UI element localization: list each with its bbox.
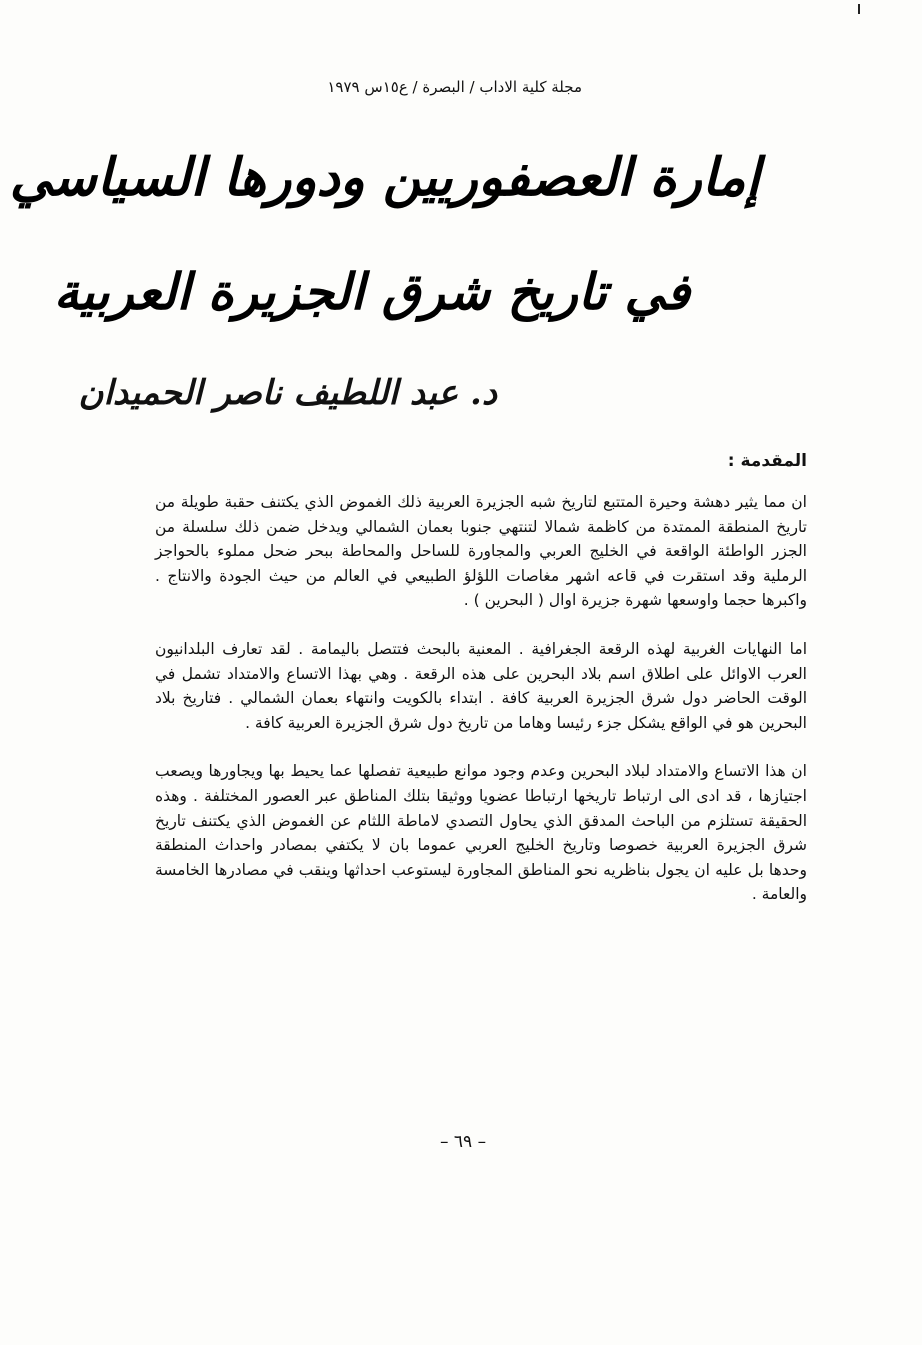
paragraph-2: اما النهايات الغربية لهذه الرقعة الجغرافية . المعنية بالبحث فتتصل باليمامة . لقد تعارف البلدانيون العرب الاوائل على اطلاق اسم بلاد البحرين على هذه الرقعة . وهي بهذا الاتساع والامتداد تشمل في الوقت الحاضر دول شرق الجزيرة العربية كافة . ابتداء بالكويت وانتهاء بعمان الشمالي . فتاريخ بلاد البحرين هو في الواقع يشكل جزء رئيسا وهاما من تاريخ دول شرق الجزيرة العربية كافة . [155,639,807,732]
author-name: د. عبد اللطيف ناصر الحميدان [78,373,497,413]
page-number: – ٦٩ – [440,1132,487,1152]
article-body [155,490,807,931]
article-title-line-1: إمارة العصفوريين ودورها السياسي [9,147,760,208]
article-title-line-2: في تاريخ شرق الجزيرة العربية [53,262,690,321]
paragraph-3: ان هذا الاتساع والامتداد لبلاد البحرين وعدم وجود موانع طبيعية تفصلها عما يحيط بها ويجاورها ويصعب اجتيازها ، قد ادى الى ارتباط تاريخها ارتباطا عضويا ووثيقا بتلك المناطق عبر العصور المختلفة . وهذه الحقيقة تستلزم من الباحث المدقق الذي يحاول التصدي لاماطة اللثام عن الغموض الذي يكتنف تاريخ شرق الجزيرة العربية خصوصا وتاريخ الخليج العربي عموما بان لا يكتفي بمصادر واحداث المنطقة وحدها بل عليه ان يجول بناظريه نحو المناطق المجاورة ليستوعب احداثها وينقب في مصادرها الخامسة والعامة . [155,762,807,904]
journal-header: مجلة كلية الاداب / البصرة / ع١٥س ١٩٧٩ [327,78,582,96]
paragraph-1: ان مما يثير دهشة وحيرة المتتبع لتاريخ شبه الجزيرة العربية ذلك الغموض الذي يكتنف حقبة طويلة من تاريخ المنطقة الممتدة من كاظمة شمالا لتنتهي جنوبا بعمان الشمالي ويدخل ضمن ذلك سلسلة من الجزر الواطئة الواقعة في الخليج العربي والمجاورة للساحل والمحاطة ببحر ضحل مملوء بالحواجز الرملية وقد استقرت في قاعه اشهر مغاصات اللؤلؤ الطبيعي في العالم من حيث الجودة والانتاج . واكبرها حجما واوسعها شهرة جزيرة اوال ( البحرين ) . [155,493,807,610]
section-heading: المقدمة : [727,451,807,471]
scan-mark [858,4,860,14]
